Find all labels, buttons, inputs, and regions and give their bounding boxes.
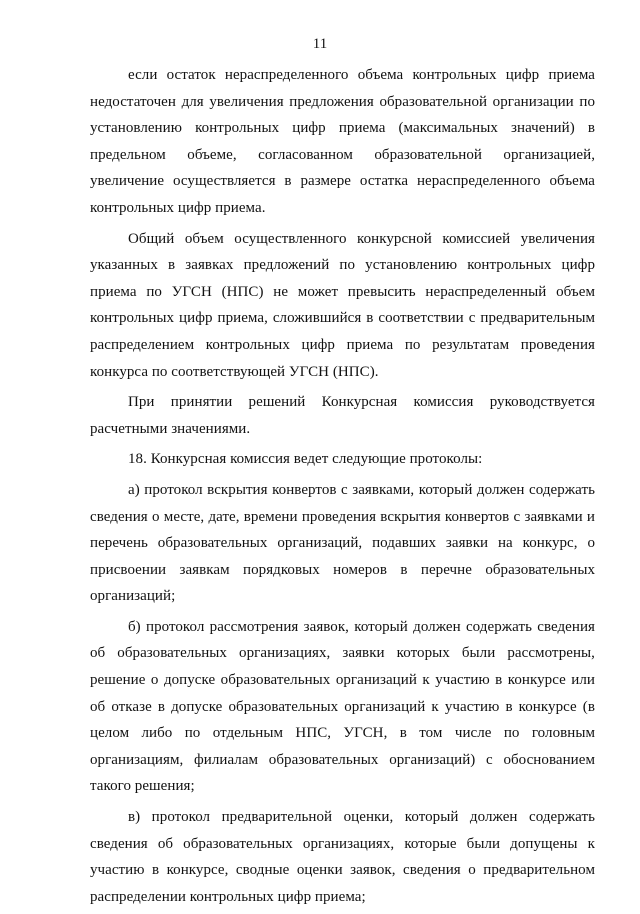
paragraph-item-a-opening-protocol: а) протокол вскрытия конвертов с заявками, который должен содержать сведения о месте, дате, времени проведения вскрытия конвертов с заявками и перечень образовательных организаций, подавших заявки на конкурс, о присвоении заявкам порядковых номеров в перечне образовательных организаций; [90,481,595,605]
paragraph-total-increase: Общий объем осуществленного конкурсной комиссией увеличения указанных в заявках предложений по установлению контрольных цифр приема по УГСН (НПС) не может превысить нераспределенный объем контрольных цифр приема, сложившийся в соответствии с предварительным распределением контрольных цифр приема по результатам проведения конкурса по соответствующей УГСН (НПС). [90,230,595,380]
page-number: 11 [312,36,328,52]
paragraph-remainder-rule: если остаток нераспределенного объема контрольных цифр приема недостаточен для увеличения предложения образовательной организации по установлению контрольных цифр приема (максимальных значений) в предельном объеме, согласованном образовательной организацией, увеличение осуществляется в размере остатка нераспределенного объема контрольных цифр приема. [90,67,595,216]
document-body [90,62,595,914]
paragraph-calculated-values: При принятии решений Конкурсная комиссия руководствуется расчетными значениями. [90,394,595,437]
paragraph-item-18-heading: 18. Конкурсная комиссия ведет следующие протоколы: [128,451,483,468]
paragraph-item-b-review-protocol: б) протокол рассмотрения заявок, который должен содержать сведения об образовательных организациях, заявки которых были рассмотрены, решение о допуске образовательных организаций к участию в конкурсе или об отказе в допуске образовательных организаций к участию в конкурсе (в целом либо по отдельным НПС, УГСН, в том числе по головным организациям, филиалам образовательных организаций) с обоснованием такого решения; [90,618,595,795]
paragraph-item-v-preliminary-protocol: в) протокол предварительной оценки, который должен содержать сведения об образовательных организациях, которые были допущены к участию в конкурсе, сводные оценки заявок, сведения о предварительном распределении контрольных цифр приема; [90,809,595,905]
